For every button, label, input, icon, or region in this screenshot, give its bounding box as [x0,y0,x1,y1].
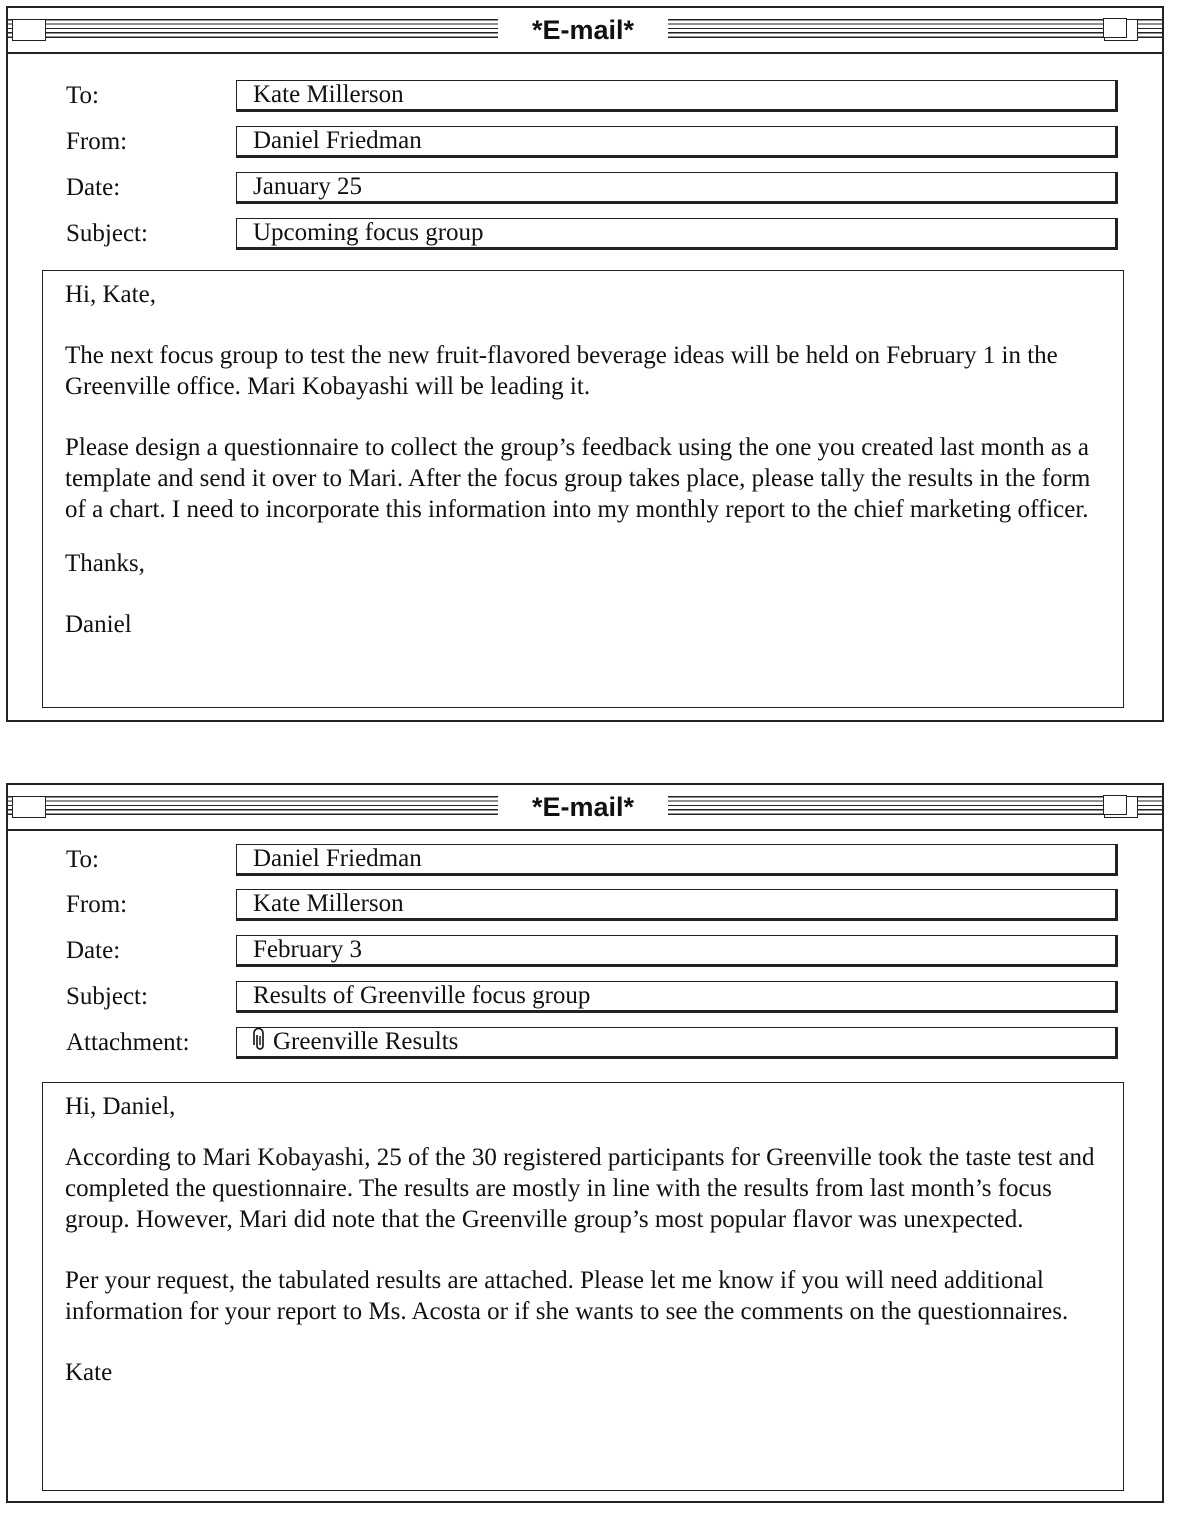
body-paragraph-2: Per your request, the tabulated results are attached. Please let me know if you will need additional information for your report to Ms. Acosta or if she wants to see the comments on the questionnaires. [65,1267,1069,1325]
date-field[interactable]: February 3 [236,935,1118,967]
date-row [8,170,1162,206]
attachment-label: Attachment: [66,1029,190,1056]
to-label: To: [66,82,99,109]
attachment-name[interactable]: Greenville Results [273,1028,459,1055]
to-field[interactable]: Kate Millerson [236,80,1118,112]
close-box-icon[interactable] [12,796,46,818]
subject-row [8,216,1162,252]
paperclip-icon [253,1028,267,1059]
from-field[interactable]: Daniel Friedman [236,126,1118,158]
message-body[interactable] [42,270,1124,708]
email-window-2 [6,783,1164,1503]
from-field[interactable]: Kate Millerson [236,889,1118,921]
subject-label: Subject: [66,220,148,247]
subject-row [8,979,1162,1015]
attachment-field[interactable] [236,1027,1118,1059]
closing: Thanks, [65,550,145,577]
body-paragraph-1: According to Mari Kobayashi, 25 of the 30 registered participants for Greenville took the taste test and completed the questionnaire. The results are mostly in line with the results from last month’s focus group. However, Mari did note that the Greenville group’s most popular flavor was unexpected. [65,1144,1095,1233]
close-box-icon[interactable] [12,19,46,41]
email-window-1 [6,6,1164,722]
greeting: Hi, Daniel, [65,1093,176,1120]
title-bar [8,8,1162,54]
signature: Daniel [65,611,132,638]
message-body[interactable] [42,1082,1124,1491]
to-row [8,842,1162,878]
signature: Kate [65,1359,113,1386]
attachment-row [8,1025,1162,1061]
title-bar-stripes [8,796,498,818]
zoom-box-icon[interactable] [1104,19,1138,41]
body-paragraph-1: The next focus group to test the new fruit-flavored beverage ideas will be held on February 1 in the Greenville office. Mari Kobayashi will be leading it. [65,342,1058,400]
title-bar-stripes [8,19,498,41]
to-field[interactable]: Daniel Friedman [236,844,1118,876]
to-label: To: [66,846,99,873]
subject-field[interactable]: Upcoming focus group [236,218,1118,250]
from-label: From: [66,128,128,155]
from-row [8,124,1162,160]
window-title: *E-mail* [498,8,668,52]
date-field[interactable]: January 25 [236,172,1118,204]
greeting: Hi, Kate, [65,281,156,308]
body-paragraph-2: Please design a questionnaire to collect the group’s feedback using the one you created last month as a template and send it over to Mari. After the focus group takes place, please tally the results in the form of a chart. I need to incorporate this information into my monthly report to the chief marketing officer. [65,434,1091,523]
from-row [8,887,1162,923]
subject-field[interactable]: Results of Greenville focus group [236,981,1118,1013]
title-bar-stripes [668,19,1162,41]
to-row [8,78,1162,114]
date-label: Date: [66,174,121,201]
date-label: Date: [66,937,121,964]
zoom-box-icon[interactable] [1104,796,1138,818]
window-title: *E-mail* [498,785,668,829]
title-bar-stripes [668,796,1162,818]
from-label: From: [66,891,128,918]
date-row [8,933,1162,969]
title-bar [8,785,1162,831]
subject-label: Subject: [66,983,148,1010]
